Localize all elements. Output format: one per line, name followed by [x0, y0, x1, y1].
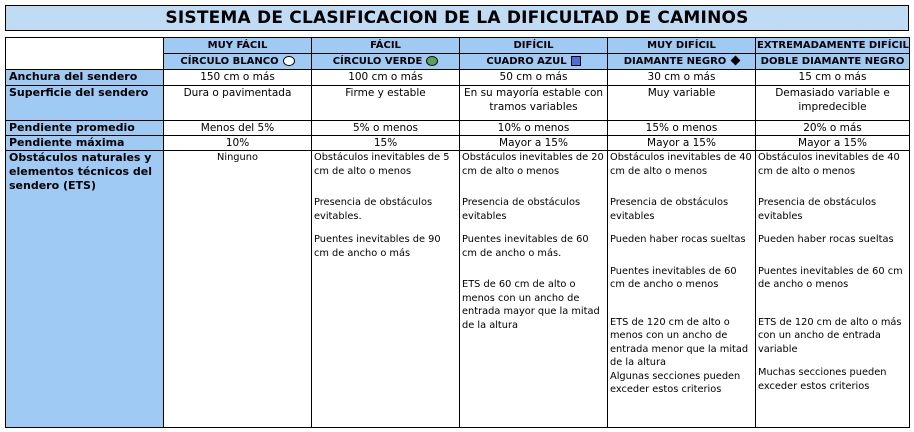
obstacle-text: Obstáculos inevitables de 5 cm de alto o menos — [314, 152, 450, 177]
cell-width: 100 cm o más — [312, 70, 460, 86]
cell-max-grade: 15% — [312, 136, 460, 151]
obstacle-text: Presencia de obstáculos evitables — [758, 197, 877, 222]
obstacle-text: ETS de 120 cm de alto o menos con un ancho de entrada menor que la mitad de la altura — [610, 316, 749, 368]
cell-max-grade: Mayor a 15% — [756, 136, 910, 151]
cell-avg-grade: 5% o menos — [312, 121, 460, 136]
cell-surface: Demasiado variable e impredecible — [756, 86, 910, 121]
row-label-avg-grade: Pendiente promedio — [6, 121, 164, 136]
header-row-levels — [6, 38, 910, 54]
black-diamond-icon — [731, 55, 741, 65]
level-symbol-label: DIAMANTE NEGRO — [623, 56, 727, 67]
level-symbol-very-difficult — [608, 54, 756, 70]
row-surface — [6, 86, 910, 121]
obstacle-text: Puentes inevitables de 60 cm de ancho o más. — [462, 234, 589, 259]
level-symbol-easy — [312, 54, 460, 70]
obstacle-text: Muchas secciones pueden exceder estos criterios — [758, 367, 887, 392]
level-symbol-label: CÍRCULO BLANCO — [180, 56, 279, 67]
level-symbol-label: CUADRO AZUL — [486, 56, 567, 67]
obstacle-text: Presencia de obstáculos evitables. — [314, 197, 433, 222]
blue-square-icon — [571, 56, 581, 66]
row-width — [6, 70, 910, 86]
obstacle-text: ETS de 120 cm de alto o más con un ancho de entrada variable — [758, 316, 902, 355]
white-circle-icon — [283, 56, 295, 66]
cell-obstacles-very-easy — [164, 151, 312, 428]
obstacle-text: Obstáculos inevitables de 40 cm de alto o menos — [758, 152, 900, 177]
cell-obstacles-easy — [312, 151, 460, 428]
level-symbol-difficult — [460, 54, 608, 70]
level-symbol-very-easy — [164, 54, 312, 70]
obstacle-text: Presencia de obstáculos evitables — [610, 197, 729, 222]
level-name-easy: FÁCIL — [312, 38, 460, 54]
obstacle-text: Puentes inevitables de 60 cm de ancho o menos — [610, 265, 737, 290]
obstacle-text: Ninguno — [217, 152, 258, 163]
row-avg-grade — [6, 121, 910, 136]
cell-avg-grade: 10% o menos — [460, 121, 608, 136]
cell-width: 30 cm o más — [608, 70, 756, 86]
level-name-very-easy: MUY FÁCIL — [164, 38, 312, 54]
difficulty-table — [5, 37, 910, 428]
cell-width: 150 cm o más — [164, 70, 312, 86]
level-name-difficult: DIFÍCIL — [460, 38, 608, 54]
obstacle-text: Puentes inevitables de 60 cm de ancho o menos — [758, 265, 903, 290]
cell-obstacles-difficult — [460, 151, 608, 428]
cell-max-grade: Mayor a 15% — [608, 136, 756, 151]
obstacle-text: Presencia de obstáculos evitables — [462, 197, 581, 222]
row-label-obstacles: Obstáculos naturales y elementos técnicos del sendero (ETS) — [6, 151, 164, 428]
cell-max-grade: 10% — [164, 136, 312, 151]
obstacle-text: ETS de 60 cm de alto o menos con un ancho de entrada mayor que la mitad de la altura — [462, 279, 600, 331]
cell-obstacles-very-difficult — [608, 151, 756, 428]
obstacle-text: Pueden haber rocas sueltas — [610, 234, 746, 245]
row-label-surface: Superficie del sendero — [6, 86, 164, 121]
cell-obstacles-extremely-difficult — [756, 151, 910, 428]
header-corner — [6, 38, 164, 70]
green-circle-icon — [426, 56, 438, 66]
row-max-grade — [6, 136, 910, 151]
row-obstacles — [6, 151, 910, 428]
cell-surface: Dura o pavimentada — [164, 86, 312, 121]
level-symbol-label: CÍRCULO VERDE — [332, 56, 423, 67]
cell-width: 15 cm o más — [756, 70, 910, 86]
obstacle-text: Pueden haber rocas sueltas — [758, 234, 894, 245]
cell-avg-grade: 15% o menos — [608, 121, 756, 136]
row-label-max-grade: Pendiente máxima — [6, 136, 164, 151]
cell-avg-grade: Menos del 5% — [164, 121, 312, 136]
obstacle-text: Algunas secciones pueden exceder estos criterios — [610, 370, 741, 395]
level-name-extremely-difficult: EXTREMADAMENTE DIFÍCIL — [756, 38, 910, 54]
cell-max-grade: Mayor a 15% — [460, 136, 608, 151]
cell-width: 50 cm o más — [460, 70, 608, 86]
cell-avg-grade: 20% o más — [756, 121, 910, 136]
obstacle-text: Obstáculos inevitables de 40 cm de alto o menos — [610, 152, 752, 177]
obstacle-text: Obstáculos inevitables de 20 cm de alto o menos — [462, 152, 604, 177]
cell-surface: Firme y estable — [312, 86, 460, 121]
obstacle-text: Puentes inevitables de 90 cm de ancho o más — [314, 234, 441, 259]
level-name-very-difficult: MUY DIFÍCIL — [608, 38, 756, 54]
row-label-width: Anchura del sendero — [6, 70, 164, 86]
page-title: SISTEMA DE CLASIFICACION DE LA DIFICULTAD DE CAMINOS — [5, 5, 909, 31]
cell-surface: Muy variable — [608, 86, 756, 121]
cell-surface: En su mayoría estable con tramos variables — [460, 86, 608, 121]
level-symbol-label: DOBLE DIAMANTE NEGRO — [760, 56, 905, 67]
level-symbol-extremely-difficult — [756, 54, 910, 70]
